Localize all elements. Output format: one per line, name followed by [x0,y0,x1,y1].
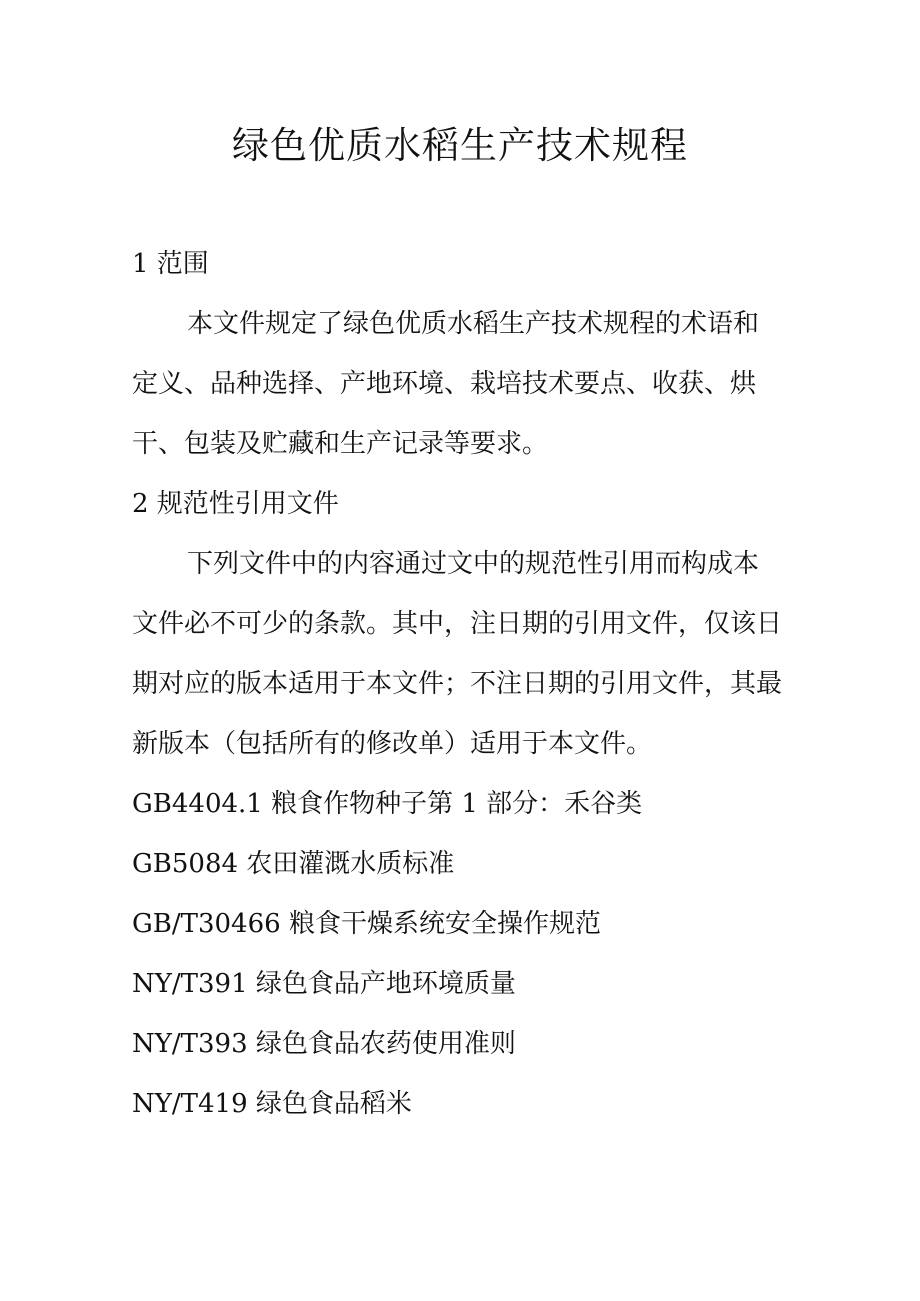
paragraph-line: 文件必不可少的条款。其中，注日期的引用文件，仅该日 [132,609,783,639]
reference-item: NY/T393 绿色食品农药使用准则 [132,1029,516,1059]
reference-item: GB/T30466 粮食干燥系统安全操作规范 [132,909,601,939]
paragraph-line: 干、包装及贮藏和生产记录等要求。 [132,429,549,459]
paragraph-line: 本文件规定了绿色优质水稻生产技术规程的术语和 [187,309,760,339]
section-heading-scope: 1 范围 [132,249,209,279]
paragraph-line: 下列文件中的内容通过文中的规范性引用而构成本 [187,549,760,579]
paragraph-line: 期对应的版本适用于本文件；不注日期的引用文件，其最 [132,669,783,699]
paragraph-line: 定义、品种选择、产地环境、栽培技术要点、收获、烘 [132,369,757,399]
reference-item: GB4404.1 粮食作物种子第 1 部分：禾谷类 [132,789,643,819]
reference-item: GB5084 农田灌溉水质标准 [132,849,455,879]
reference-item: NY/T419 绿色食品稻米 [132,1089,412,1119]
paragraph-line: 新版本（包括所有的修改单）适用于本文件。 [132,729,653,759]
reference-item: NY/T391 绿色食品产地环境质量 [132,969,516,999]
document-title: 绿色优质水稻生产技术规程 [232,124,688,167]
section-heading-normative-references: 2 规范性引用文件 [132,489,339,519]
